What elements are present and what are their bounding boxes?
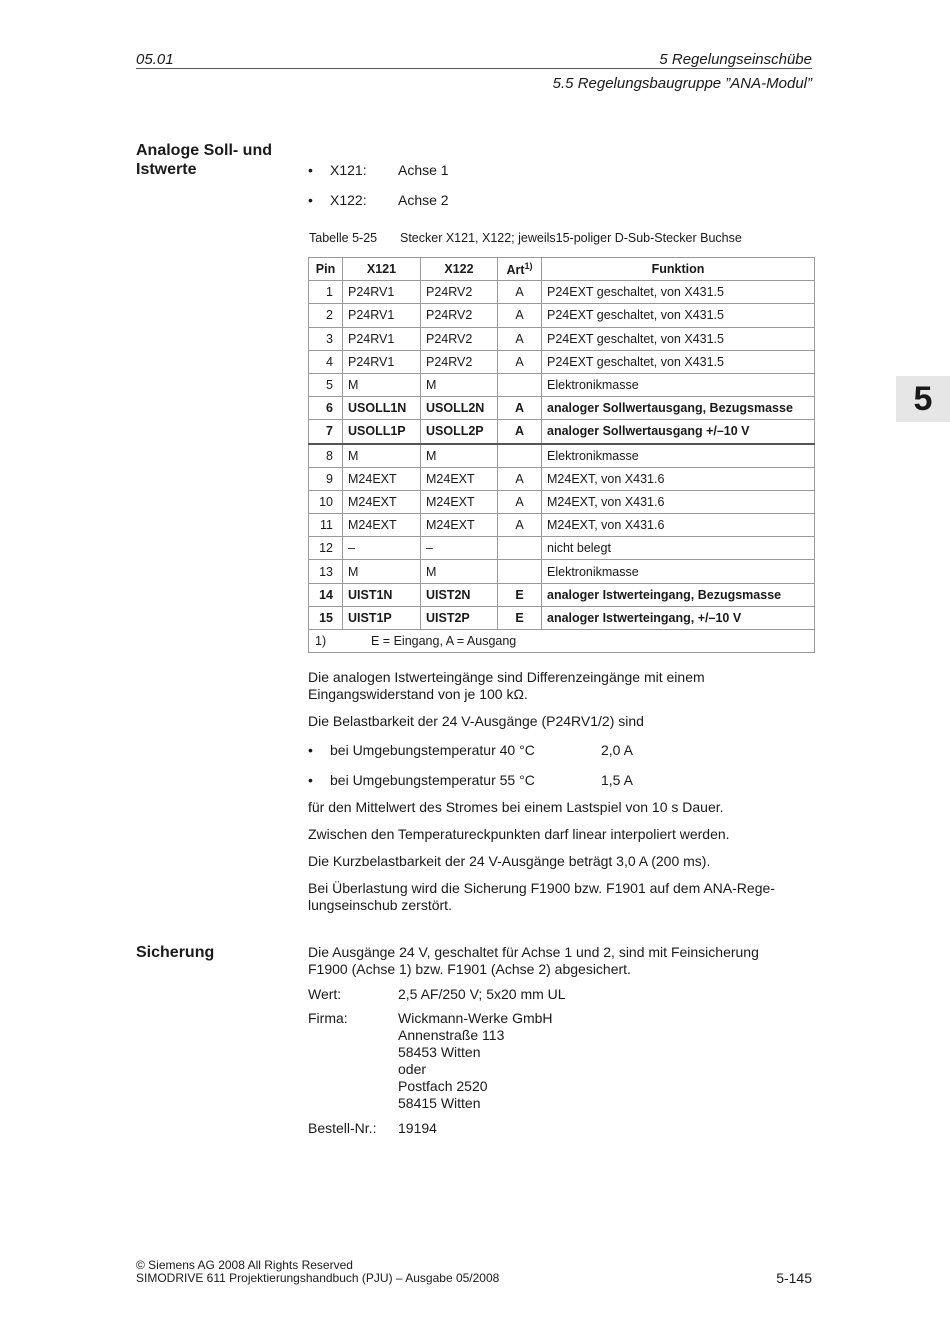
cell-funktion: P24EXT geschaltet, von X431.5	[542, 327, 815, 350]
col-header-x122: X122	[421, 258, 498, 281]
fuse-value-row	[308, 986, 708, 1004]
cell-art: A	[498, 327, 542, 350]
col-header-art-label: Art	[506, 263, 525, 278]
cell-art	[498, 373, 542, 396]
fuse-order-label: Bestell-Nr.:	[308, 1120, 377, 1136]
bullet-key: X122:	[330, 192, 367, 208]
bullet-dot-icon: •	[308, 162, 313, 178]
cell-x122: M24EXT	[421, 514, 498, 537]
fuse-company-label: Firma:	[308, 1010, 348, 1026]
cell-pin: 2	[309, 304, 343, 327]
section-heading-line2: Istwerte	[136, 161, 197, 178]
table-header-row	[309, 258, 815, 281]
address-line: oder	[398, 1061, 427, 1077]
table-row	[309, 373, 815, 396]
fuse-value: 2,5 AF/250 V; 5x20 mm UL	[398, 986, 566, 1002]
cell-pin: 3	[309, 327, 343, 350]
pin-table	[308, 257, 815, 653]
cell-funktion: P24EXT geschaltet, von X431.5	[542, 281, 815, 304]
table-row	[309, 514, 815, 537]
table-footnote	[309, 630, 815, 653]
cell-x122: M	[421, 560, 498, 583]
footnote-number: 1)	[315, 634, 327, 649]
cell-funktion: P24EXT geschaltet, von X431.5	[542, 350, 815, 373]
cell-x122: P24RV2	[421, 281, 498, 304]
cell-x121: UIST1P	[343, 606, 421, 629]
cell-x121: P24RV1	[343, 327, 421, 350]
cell-x121: USOLL1N	[343, 397, 421, 420]
cell-x121: USOLL1P	[343, 420, 421, 444]
table-row	[309, 560, 815, 583]
bullet-key: X121:	[330, 162, 367, 178]
cell-pin: 5	[309, 373, 343, 396]
paragraph-line: lungseinschub zerstört.	[308, 897, 452, 913]
header-chapter: 5 Regelungseinschübe	[659, 51, 812, 68]
section-heading-analog	[136, 141, 272, 179]
table-row	[309, 350, 815, 373]
header-section: 5.5 Regelungsbaugruppe ”ANA-Modul”	[552, 75, 812, 92]
cell-pin: 13	[309, 560, 343, 583]
address-line: Wickmann-Werke GmbH	[398, 1010, 553, 1026]
cell-art: A	[498, 281, 542, 304]
cell-x121: P24RV1	[343, 281, 421, 304]
header-rule	[136, 68, 812, 69]
section-heading-sicherung: Sicherung	[136, 944, 215, 961]
cell-pin: 14	[309, 583, 343, 606]
cell-funktion: analoger Sollwertausgang +/–10 V	[542, 420, 815, 444]
cell-x122: UIST2P	[421, 606, 498, 629]
cell-funktion: analoger Istwerteingang, +/–10 V	[542, 606, 815, 629]
table-row	[309, 537, 815, 560]
cell-funktion: M24EXT, von X431.6	[542, 467, 815, 490]
bullet-temp-text: bei Umgebungstemperatur 40 °C	[330, 742, 535, 758]
fuse-company-row	[308, 1010, 708, 1114]
cell-x121: M	[343, 560, 421, 583]
cell-funktion: nicht belegt	[542, 537, 815, 560]
cell-x121: M	[343, 444, 421, 468]
cell-funktion: analoger Istwerteingang, Bezugsmasse	[542, 583, 815, 606]
col-header-x121: X121	[343, 258, 421, 281]
bullet-temp-value: 1,5 A	[601, 772, 633, 788]
table-footnote-row	[309, 630, 815, 653]
cell-x122: M24EXT	[421, 490, 498, 513]
cell-art: E	[498, 583, 542, 606]
pin-table-body	[309, 281, 815, 630]
paragraph-sicherung	[308, 944, 798, 978]
cell-art: A	[498, 514, 542, 537]
paragraph-belastbarkeit: Die Belastbarkeit der 24 V-Ausgänge (P24RV1/2) sind	[308, 713, 644, 729]
cell-art: A	[498, 397, 542, 420]
table-row	[309, 420, 815, 444]
address-line: Postfach 2520	[398, 1078, 488, 1094]
bullet-dot-icon: •	[308, 772, 313, 788]
cell-x122: M24EXT	[421, 467, 498, 490]
table-row	[309, 327, 815, 350]
cell-art: A	[498, 490, 542, 513]
bullet-dot-icon: •	[308, 192, 313, 208]
cell-x122: USOLL2P	[421, 420, 498, 444]
table-caption-label: Tabelle 5-25	[309, 231, 378, 245]
cell-x122: –	[421, 537, 498, 560]
footnote-text: E = Eingang, A = Ausgang	[371, 634, 517, 649]
cell-funktion: Elektronikmasse	[542, 373, 815, 396]
table-row	[309, 467, 815, 490]
cell-pin: 1	[309, 281, 343, 304]
table-row	[309, 583, 815, 606]
cell-funktion: Elektronikmasse	[542, 444, 815, 468]
col-header-funktion: Funktion	[542, 258, 815, 281]
cell-funktion: P24EXT geschaltet, von X431.5	[542, 304, 815, 327]
paragraph-istwert: Die analogen Istwerteingänge sind Differenzeingänge mit einem Eingangswiderstand von je 100 kΩ.	[308, 669, 705, 702]
cell-funktion: M24EXT, von X431.6	[542, 514, 815, 537]
col-header-art	[498, 258, 542, 281]
cell-x122: M	[421, 444, 498, 468]
fuse-order-number: 19194	[398, 1120, 437, 1136]
bullet-dot-icon: •	[308, 742, 313, 758]
cell-x121: M24EXT	[343, 514, 421, 537]
cell-art	[498, 444, 542, 468]
paragraph-ueberlastung	[308, 880, 798, 914]
table-row	[309, 444, 815, 468]
table-row	[309, 490, 815, 513]
cell-pin: 7	[309, 420, 343, 444]
bullet-temp-value: 2,0 A	[601, 742, 633, 758]
cell-pin: 9	[309, 467, 343, 490]
cell-art: A	[498, 467, 542, 490]
table-caption	[309, 231, 742, 245]
address-line: Annenstraße 113	[398, 1027, 505, 1043]
fuse-company-address	[398, 1010, 553, 1112]
cell-x122: M	[421, 373, 498, 396]
section-heading-line1: Analoge Soll- und	[136, 142, 272, 159]
cell-pin: 10	[309, 490, 343, 513]
cell-pin: 15	[309, 606, 343, 629]
cell-art: A	[498, 350, 542, 373]
cell-x122: UIST2N	[421, 583, 498, 606]
cell-x121: M	[343, 373, 421, 396]
cell-x121: P24RV1	[343, 350, 421, 373]
table-row	[309, 304, 815, 327]
cell-x121: –	[343, 537, 421, 560]
address-line: 58453 Witten	[398, 1044, 481, 1060]
cell-pin: 4	[309, 350, 343, 373]
paragraph-line: Bei Überlastung wird die Sicherung F1900 bzw. F1901 auf dem ANA-Rege-	[308, 880, 775, 896]
header-date: 05.01	[136, 51, 174, 68]
paragraph-kurzbelastbarkeit: Die Kurzbelastbarkeit der 24 V-Ausgänge beträgt 3,0 A (200 ms).	[308, 853, 711, 869]
cell-x122: USOLL2N	[421, 397, 498, 420]
page-number: 5-145	[776, 1270, 812, 1286]
cell-funktion: M24EXT, von X431.6	[542, 490, 815, 513]
cell-funktion: Elektronikmasse	[542, 560, 815, 583]
cell-pin: 12	[309, 537, 343, 560]
table-caption-text: Stecker X121, X122; jeweils15-poliger D-Sub-Stecker Buchse	[400, 231, 742, 245]
footer-copyright: © Siemens AG 2008 All Rights Reserved	[136, 1258, 353, 1272]
fuse-order-row	[308, 1120, 708, 1138]
cell-art	[498, 537, 542, 560]
cell-pin: 6	[309, 397, 343, 420]
cell-art	[498, 560, 542, 583]
cell-x122: P24RV2	[421, 350, 498, 373]
art-footnote-mark: 1)	[524, 261, 533, 272]
col-header-pin: Pin	[309, 258, 343, 281]
cell-art: A	[498, 304, 542, 327]
cell-x121: UIST1N	[343, 583, 421, 606]
table-row	[309, 397, 815, 420]
paragraph-line: Die Ausgänge 24 V, geschaltet für Achse 1 und 2, sind mit Feinsicherung	[308, 944, 759, 960]
bullet-temp-text: bei Umgebungstemperatur 55 °C	[330, 772, 535, 788]
paragraph-line: F1900 (Achse 1) bzw. F1901 (Achse 2) abgesichert.	[308, 961, 631, 977]
cell-pin: 11	[309, 514, 343, 537]
bullet-value: Achse 2	[398, 192, 449, 208]
address-line: 58415 Witten	[398, 1095, 481, 1111]
paragraph-interpolation: Zwischen den Temperatureckpunkten darf linear interpoliert werden.	[308, 826, 730, 842]
cell-art: A	[498, 420, 542, 444]
cell-x122: P24RV2	[421, 327, 498, 350]
paragraph-mittelwert: für den Mittelwert des Stromes bei einem Lastspiel von 10 s Dauer.	[308, 799, 724, 815]
cell-funktion: analoger Sollwertausgang, Bezugsmasse	[542, 397, 815, 420]
chapter-tab: 5	[896, 376, 950, 422]
cell-x121: P24RV1	[343, 304, 421, 327]
cell-art: E	[498, 606, 542, 629]
cell-x121: M24EXT	[343, 490, 421, 513]
table-row	[309, 281, 815, 304]
footer-manual: SIMODRIVE 611 Projektierungshandbuch (PJU) – Ausgabe 05/2008	[136, 1271, 500, 1285]
cell-x122: P24RV2	[421, 304, 498, 327]
fuse-value-label: Wert:	[308, 986, 342, 1002]
cell-pin: 8	[309, 444, 343, 468]
table-row	[309, 606, 815, 629]
bullet-value: Achse 1	[398, 162, 449, 178]
cell-x121: M24EXT	[343, 467, 421, 490]
